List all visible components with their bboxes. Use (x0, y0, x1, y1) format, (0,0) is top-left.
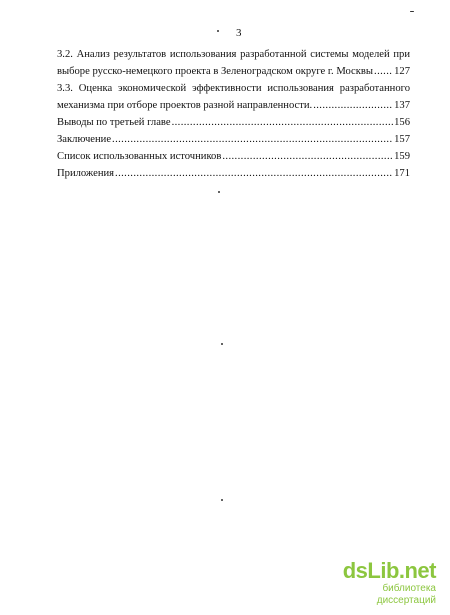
dot-leader (115, 165, 393, 182)
toc-entry-last-line (57, 148, 410, 165)
toc-entry-line: 3.2. Анализ результатов использования разработанной системы моделей при (57, 49, 410, 60)
toc-entry (57, 114, 410, 131)
toc-entry-label: Заключение (57, 134, 112, 145)
scan-speck (221, 499, 223, 501)
page-number: 3 (236, 27, 242, 39)
dot-leader (313, 97, 393, 114)
toc-entry-page: 156 (394, 117, 410, 128)
dot-leader (222, 148, 393, 165)
dot-leader (112, 131, 393, 148)
toc-entry (57, 46, 410, 80)
watermark (326, 559, 436, 607)
toc-entry-label: механизма при отборе проектов разной направленности. (57, 100, 313, 111)
toc-entry (57, 80, 410, 114)
toc-entry-page: 127 (394, 66, 410, 77)
scan-speck (217, 30, 219, 32)
toc-entry-last-line (57, 165, 410, 182)
toc-entry-page: 157 (394, 134, 410, 145)
scan-speck (218, 191, 220, 193)
toc-entry-label: Список использованных источников (57, 151, 222, 162)
toc-entry-label: Приложения (57, 168, 115, 179)
toc-entry (57, 131, 410, 148)
toc-entry-last-line (57, 97, 410, 114)
toc-entry-page: 171 (394, 168, 410, 179)
toc-entry-page: 159 (394, 151, 410, 162)
dot-leader (374, 63, 393, 80)
toc-entry (57, 148, 410, 165)
scan-speck (221, 343, 223, 345)
toc-entry-label: Выводы по третьей главе (57, 117, 171, 128)
toc-entry-last-line (57, 131, 410, 148)
toc-entry-label: выборе русско-немецкого проекта в Зеленоградском округе г. Москвы (57, 66, 374, 77)
watermark-caption: библиотека диссертаций (376, 583, 436, 606)
toc-entry-page: 137 (394, 100, 410, 111)
toc-entry-last-line (57, 63, 410, 80)
scan-speck (410, 11, 414, 12)
toc-entry-last-line (57, 114, 410, 131)
toc-entry (57, 165, 410, 182)
watermark-logo[interactable]: dsLib.net (342, 558, 436, 583)
table-of-contents (57, 46, 410, 182)
toc-entry-line: 3.3. Оценка экономической эффективности использования разработанного (57, 83, 410, 94)
dot-leader (172, 114, 394, 131)
